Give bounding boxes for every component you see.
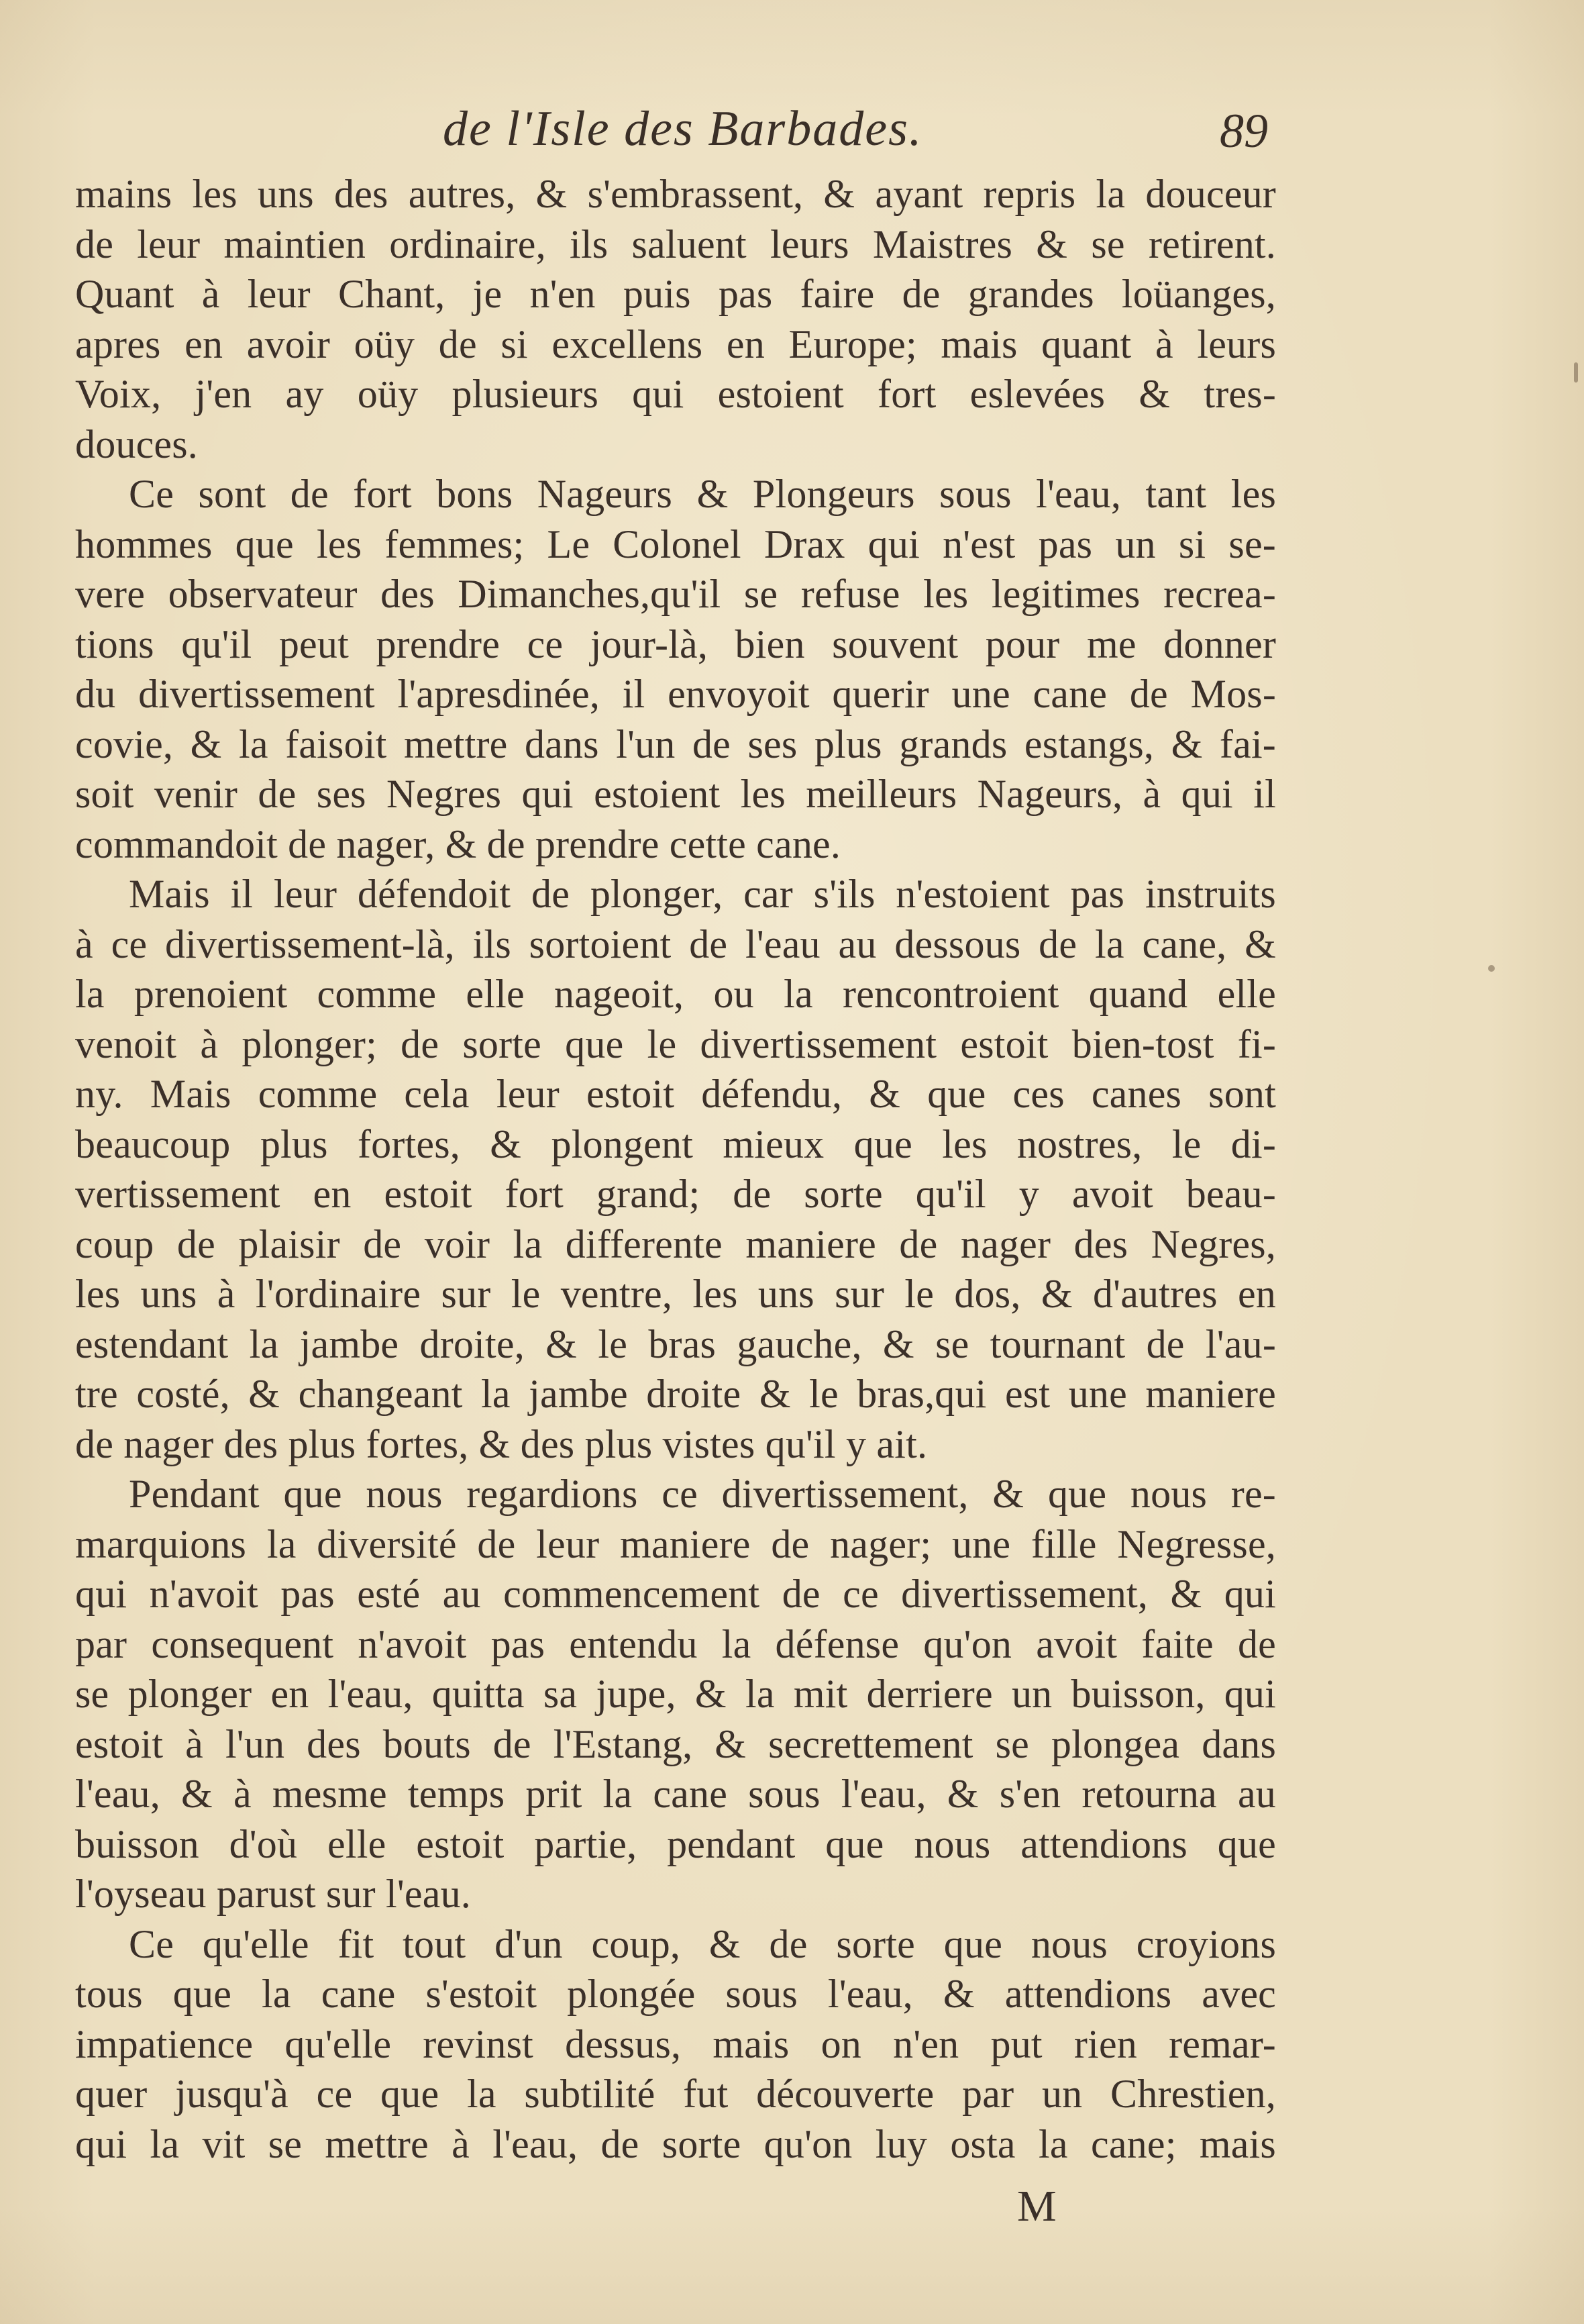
text-line: l'oyseau parust sur l'eau. — [75, 1872, 471, 1916]
text-line: Voix, j'en ay oüy plusieurs qui estoient fort eslevées & tres- — [75, 372, 1276, 416]
text-line: douces. — [75, 421, 199, 466]
text-line: vertissement en estoit fort grand; de sorte qu'il y avoit beau- — [75, 1172, 1276, 1216]
body-text — [75, 169, 1276, 2169]
text-line: soit venir de ses Negres qui estoient les meilleurs Nageurs, à qui il — [75, 772, 1276, 816]
text-line: les uns à l'ordinaire sur le ventre, les uns sur le dos, & d'autres en — [75, 1272, 1276, 1316]
text-line: de leur maintien ordinaire, ils saluent leurs Maistres & se retirent. — [75, 221, 1276, 266]
text-line: la prenoient comme elle nageoit, ou la rencontroient quand elle — [75, 972, 1276, 1016]
text-line: covie, & la faisoit mettre dans l'un de ses plus grands estangs, & fai- — [75, 721, 1276, 766]
text-line: estoit à l'un des bouts de l'Estang, & secrettement se plongea dans — [75, 1721, 1276, 1766]
text-line: hommes que les femmes; Le Colonel Drax qui n'est pas un si se- — [75, 521, 1276, 566]
text-line: mains les uns des autres, & s'embrassent, & ayant repris la douceur — [75, 172, 1276, 216]
paper-speck — [1574, 362, 1578, 383]
paragraph — [75, 869, 1276, 1469]
text-line: ny. Mais comme cela leur estoit défendu, & que ces canes sont — [75, 1072, 1276, 1116]
signature-mark: M — [1017, 2182, 1057, 2231]
paragraph — [75, 169, 1276, 469]
text-line: Mais il leur défendoit de plonger, car s'ils n'estoient pas instruits — [129, 872, 1276, 916]
text-line: buisson d'où elle estoit partie, pendant que nous attendions que — [75, 1821, 1276, 1866]
page-number: 89 — [1220, 104, 1268, 158]
paragraph — [75, 1469, 1276, 1919]
text-line: se plonger en l'eau, quitta sa jupe, & la mit derriere un buisson, qui — [75, 1672, 1276, 1716]
paragraph — [75, 1919, 1276, 2170]
text-line: marquions la diversité de leur maniere de nager; une fille Negresse, — [75, 1521, 1276, 1566]
text-line: qui n'avoit pas esté au commencement de ce divertissement, & qui — [75, 1572, 1276, 1616]
running-title: de l'Isle des Barbades. — [443, 101, 923, 156]
text-line: tions qu'il peut prendre ce jour-là, bien souvent pour me donner — [75, 621, 1276, 666]
text-line: estendant la jambe droite, & le bras gauche, & se tournant de l'au- — [75, 1321, 1276, 1366]
text-line: impatience qu'elle revinst dessus, mais on n'en put rien remar- — [75, 2021, 1276, 2066]
text-line: à ce divertissement-là, ils sortoient de l'eau au dessous de la cane, & — [75, 921, 1276, 966]
text-line: par consequent n'avoit pas entendu la défense qu'on avoit faite de — [75, 1621, 1276, 1666]
text-line: l'eau, & à mesme temps prit la cane sous l'eau, & s'en retourna au — [75, 1772, 1276, 1816]
text-line: Ce qu'elle fit tout d'un coup, & de sorte que nous croyions — [129, 1921, 1276, 1966]
text-line: beaucoup plus fortes, & plongent mieux que les nostres, le di- — [75, 1121, 1276, 1166]
text-line: Pendant que nous regardions ce divertissement, & que nous re- — [129, 1472, 1276, 1516]
text-line: venoit à plonger; de sorte que le divertissement estoit bien-tost fi- — [75, 1021, 1276, 1066]
text-line: tous que la cane s'estoit plongée sous l'eau, & attendions avec — [75, 1972, 1276, 2016]
text-line: coup de plaisir de voir la differente maniere de nager des Negres, — [75, 1221, 1276, 1266]
text-line: vere observateur des Dimanches,qu'il se refuse les legitimes recrea- — [75, 572, 1276, 616]
text-line: Ce sont de fort bons Nageurs & Plongeurs sous l'eau, tant les — [129, 472, 1276, 516]
text-line: du divertissement l'apresdinée, il envoyoit querir une cane de Mos- — [75, 672, 1276, 716]
text-line: de nager des plus fortes, & des plus vistes qu'il y ait. — [75, 1421, 928, 1466]
text-line: tre costé, & changeant la jambe droite & le bras,qui est une maniere — [75, 1372, 1276, 1416]
paper-speck — [1488, 965, 1495, 972]
text-line: apres en avoir oüy de si excellens en Europe; mais quant à leurs — [75, 321, 1276, 366]
text-line: quer jusqu'à ce que la subtilité fut découverte par un Chrestien, — [75, 2072, 1276, 2116]
text-line: qui la vit se mettre à l'eau, de sorte qu'on luy osta la cane; mais — [75, 2121, 1276, 2166]
text-line: Quant à leur Chant, je n'en puis pas faire de grandes loüanges, — [75, 272, 1276, 316]
text-line: commandoit de nager, & de prendre cette cane. — [75, 821, 841, 866]
paragraph — [75, 469, 1276, 869]
